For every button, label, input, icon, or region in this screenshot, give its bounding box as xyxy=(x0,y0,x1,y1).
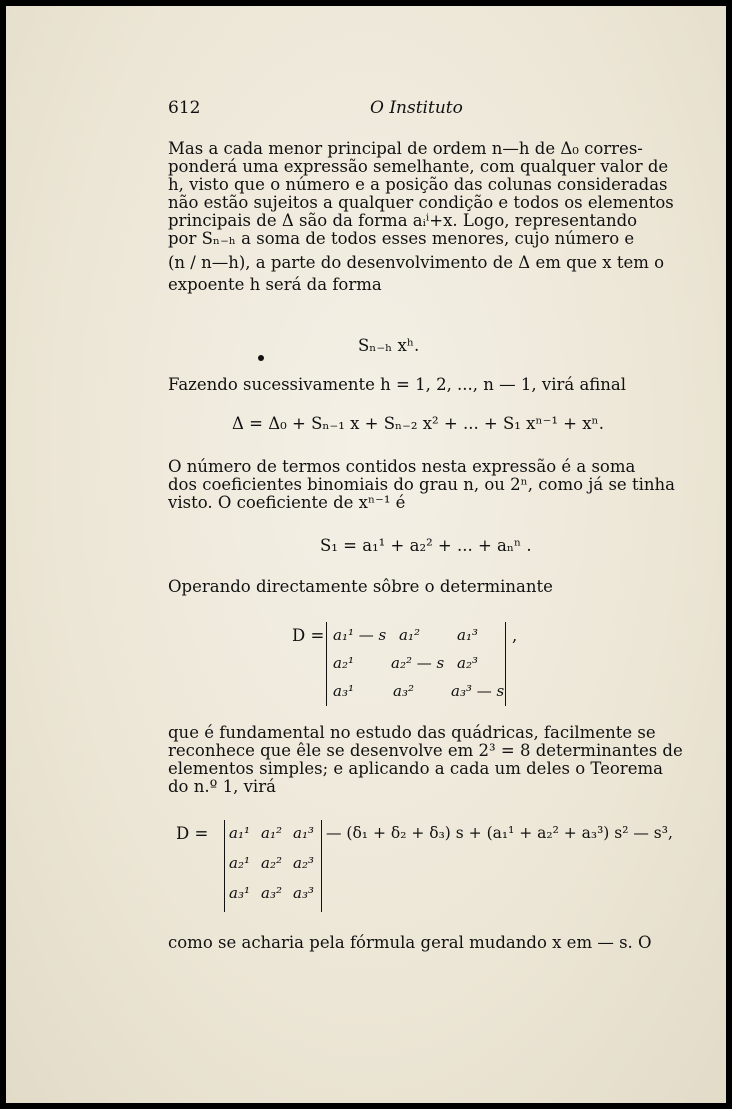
det2-cell: a₃² xyxy=(261,884,282,902)
det1-cell: a₂¹ xyxy=(333,654,354,672)
formula-delta-expansion: Δ = Δ₀ + Sₙ₋₁ x + Sₙ₋₂ x² + ... + S₁ xⁿ⁻¹ + xⁿ. xyxy=(232,414,604,433)
det1-lhs: D = xyxy=(292,626,325,645)
paragraph-2 xyxy=(168,376,648,394)
text-line: (n / n—h), a parte do desenvolvimento de Δ em que x tem o xyxy=(168,253,665,272)
paragraph-5 xyxy=(168,723,683,796)
det2-cell: a₂³ xyxy=(293,854,314,872)
paragraph-3 xyxy=(168,457,675,512)
determinant-1 xyxy=(326,622,506,706)
determinant-2 xyxy=(224,820,322,912)
paragraph-6 xyxy=(168,933,652,952)
text-line: por Sₙ₋ₕ a soma de todos esses menores, cujo número e xyxy=(168,229,635,248)
running-header xyxy=(168,98,648,122)
text-line: expoente h será da forma xyxy=(168,275,382,294)
det2-tail-expression: — (δ₁ + δ₂ + δ₃) s + (a₁¹ + a₂² + a₃³) s² — s³, xyxy=(326,824,673,842)
text-line: do n.º 1, virá xyxy=(168,777,276,796)
det1-comma: , xyxy=(512,626,518,645)
text-line: Operando directamente sôbre o determinante xyxy=(168,577,553,596)
ink-dot xyxy=(258,355,264,361)
det2-cell: a₁¹ xyxy=(229,824,250,842)
text-line: como se acharia pela fórmula geral mudando x em — s. O xyxy=(168,933,652,952)
paragraph-4 xyxy=(168,578,648,596)
det2-cell: a₁² xyxy=(261,824,282,842)
text-line: O número de termos contidos nesta expressão é a soma xyxy=(168,457,636,476)
page-number: 612 xyxy=(168,98,201,118)
text-line: visto. O coeficiente de xⁿ⁻¹ é xyxy=(168,493,406,512)
text-line: Fazendo sucessivamente h = 1, 2, ..., n — 1, virá afinal xyxy=(168,375,627,394)
text-line: h, visto que o número e a posição das colunas consideradas xyxy=(168,175,668,194)
det2-cell: a₃³ xyxy=(293,884,314,902)
text-line: reconhece que êle se desenvolve em 2³ = 8 determinantes de xyxy=(168,741,683,760)
text-line: dos coeficientes binomiais do grau n, ou 2ⁿ, como já se tinha xyxy=(168,475,675,494)
det1-cell: a₂³ xyxy=(457,654,478,672)
text-line: não estão sujeitos a qualquer condição e todos os elementos xyxy=(168,193,674,212)
det2-cell: a₂¹ xyxy=(229,854,250,872)
det1-cell: a₃² xyxy=(393,682,414,700)
det1-cell: a₁¹ — s xyxy=(333,626,387,644)
text-line: elementos simples; e aplicando a cada um deles o Teorema xyxy=(168,759,663,778)
det1-cell: a₁² xyxy=(399,626,420,644)
det1-cell: a₂² — s xyxy=(391,654,445,672)
det2-lhs: D = xyxy=(176,824,209,843)
text-line: que é fundamental no estudo das quádricas, facilmente se xyxy=(168,723,656,742)
det2-cell: a₃¹ xyxy=(229,884,250,902)
formula-sn-h: Sₙ₋ₕ xʰ. xyxy=(358,336,420,355)
text-line: ponderá uma expressão semelhante, com qualquer valor de xyxy=(168,157,669,176)
det2-cell: a₂² xyxy=(261,854,282,872)
det1-cell: a₁³ xyxy=(457,626,478,644)
det1-cell: a₃³ — s xyxy=(451,682,505,700)
det2-cell: a₁³ xyxy=(293,824,314,842)
text-line: principais de Δ são da forma aᵢⁱ+x. Logo, representando xyxy=(168,211,638,230)
formula-s1: S₁ = a₁¹ + a₂² + ... + aₙⁿ . xyxy=(320,536,532,555)
book-page xyxy=(6,6,726,1103)
det1-cell: a₃¹ xyxy=(333,682,354,700)
text-line: Mas a cada menor principal de ordem n—h de Δ₀ corres- xyxy=(168,139,643,158)
paragraph-1 xyxy=(168,139,674,294)
journal-title: O Instituto xyxy=(370,98,463,118)
